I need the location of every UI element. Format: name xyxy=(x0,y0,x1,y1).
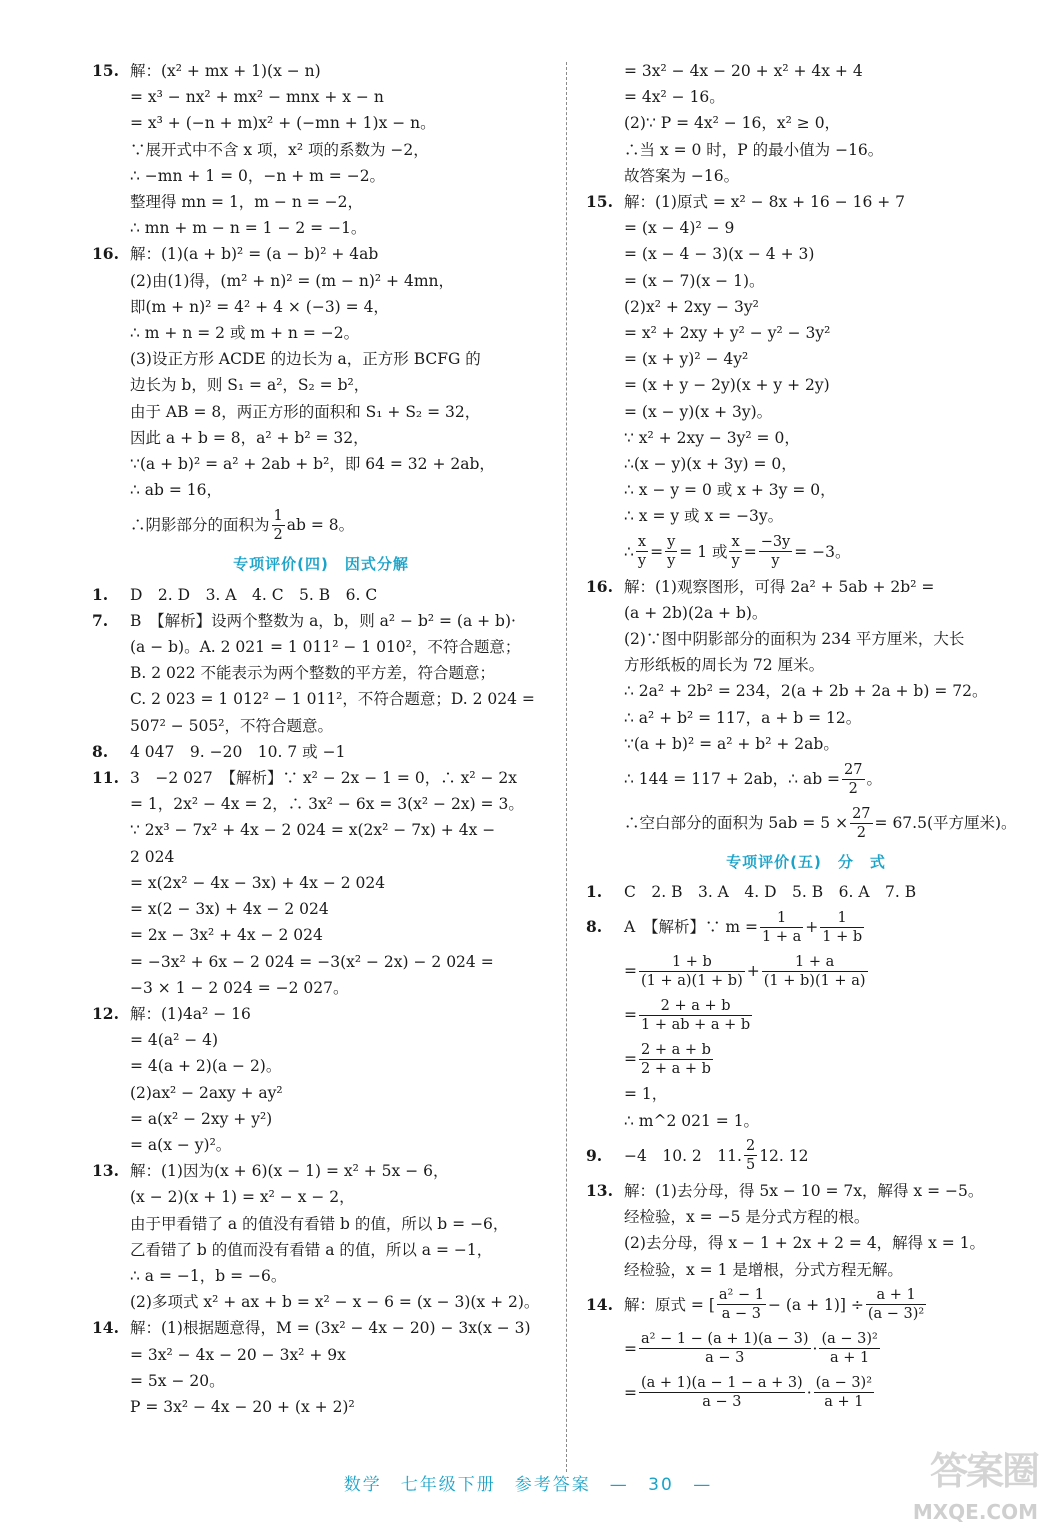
q8-line2 xyxy=(586,949,1026,993)
answer-line xyxy=(586,58,1026,84)
answer-line xyxy=(92,686,550,712)
left-column xyxy=(92,58,550,1420)
line-text: 2 024 xyxy=(130,847,175,866)
answer-line xyxy=(92,949,550,975)
fraction-denominator: y xyxy=(771,553,780,570)
line-text: 故答案为 −16。 xyxy=(624,166,740,185)
line-text: = x³ − nx² + mx² − mnx + x − n xyxy=(130,88,384,107)
line-text: P = 3x² − 4x − 20 + (x + 2)² xyxy=(130,1397,355,1416)
answer-line xyxy=(586,346,1026,372)
line-text: = −3x² + 6x − 2 024 = −3(x² − 2x) − 2 024 = xyxy=(130,952,494,971)
line-text: 。 xyxy=(866,769,883,788)
answer-line xyxy=(92,346,550,372)
page-footer: 数学 七年级下册 参考答案 — 30 — xyxy=(343,1475,713,1495)
answer-line xyxy=(586,163,1026,189)
answer-line xyxy=(586,372,1026,398)
line-text: ∵(a + b)² = a² + 2ab + b²，即 64 = 32 + 2ab， xyxy=(130,455,495,474)
line-text: = 5x − 20。 xyxy=(130,1371,225,1390)
fraction-numerator: (a − 3)² xyxy=(821,1331,878,1348)
fraction-denominator: (1 + b)(1 + a) xyxy=(763,972,866,989)
fraction-denominator: 1 + a xyxy=(761,928,802,945)
answer-line xyxy=(586,425,1026,451)
line-text: − (a + 1)] ÷ xyxy=(767,1295,864,1314)
problem-number: 12. xyxy=(92,1003,119,1023)
problem-line xyxy=(92,582,550,608)
answer-line xyxy=(92,1263,550,1289)
line-text: = x³ + (−n + m)x² + (−mn + 1)x − n。 xyxy=(130,114,436,133)
problem-line xyxy=(92,58,550,84)
answer-line xyxy=(92,372,550,398)
problem-line xyxy=(92,765,550,791)
fraction-numerator: 1 xyxy=(273,507,283,524)
line-text: 由于甲看错了 a 的值没有看错 b 的值，所以 b = −6， xyxy=(130,1214,509,1233)
line-text: (2)由(1)得，(m² + n)² = (m − n)² + 4mn， xyxy=(130,271,455,290)
q9-line xyxy=(586,1134,1026,1178)
fraction-numerator: a² − 1 − (a + 1)(a − 3) xyxy=(641,1331,809,1348)
line-text: (2)x² + 2xy − 3y² xyxy=(624,297,759,316)
line-text: (2)多项式 x² + ax + b = x² − x − 6 = (x − 3)(x + 2)。 xyxy=(130,1293,540,1312)
line-text: ∴ a = −1，b = −6。 xyxy=(130,1266,287,1285)
answer-line xyxy=(586,652,1026,678)
answer-line xyxy=(92,1368,550,1394)
fraction xyxy=(636,533,648,570)
answer-line xyxy=(92,1053,550,1079)
problem-line xyxy=(92,608,550,634)
line-text: (a + 2b)(2a + b)。 xyxy=(624,603,768,622)
shaded-area-line xyxy=(92,503,550,547)
line-text: 即(m + n)² = 4² + 4 × (−3) = 4， xyxy=(130,297,389,316)
fraction xyxy=(850,805,872,842)
fraction-numerator: y xyxy=(667,534,676,551)
line-text: ∴ 144 = 117 + 2ab，∴ ab = xyxy=(624,769,841,788)
fraction xyxy=(842,761,864,798)
problem-line xyxy=(586,189,1026,215)
line-text: −4 10. 2 11. xyxy=(624,1146,742,1165)
fraction xyxy=(819,1330,879,1367)
answer-line xyxy=(586,294,1026,320)
fraction-denominator: a − 3 xyxy=(702,1394,742,1411)
answer-line xyxy=(586,1081,1026,1107)
problem-number: 15. xyxy=(586,192,613,212)
answer-line xyxy=(92,163,550,189)
watermark-url: MXQE.COM xyxy=(912,1500,1038,1524)
answer-line xyxy=(92,399,550,425)
problem-number: 8. xyxy=(92,741,109,761)
answer-line xyxy=(586,678,1026,704)
line-text: 解：(1)原式 = x² − 8x + 16 − 16 + 7 xyxy=(624,193,906,212)
line-text: 解：(x² + mx + 1)(x − n) xyxy=(130,62,321,80)
fraction-numerator: x xyxy=(636,533,648,552)
line-text: = xyxy=(624,962,637,981)
answer-line xyxy=(92,215,550,241)
ab-value-line xyxy=(586,757,1026,801)
line-text: ∴ x − y = 0 或 x + 3y = 0， xyxy=(624,481,836,500)
fraction-numerator: 1 xyxy=(820,909,864,928)
line-text: = 1 或 xyxy=(679,542,728,561)
line-text: ∴ mn + m − n = 1 − 2 = −1。 xyxy=(130,219,367,238)
line-text: = (x + y − 2y)(x + y + 2y) xyxy=(624,376,830,395)
problem-line xyxy=(92,1315,550,1341)
problem-number: 1. xyxy=(586,882,603,902)
answer-line xyxy=(586,241,1026,267)
line-text: = (x − y)(x + 3y)。 xyxy=(624,402,773,421)
line-text: 边长为 b，则 S₁ = a²，S₂ = b²， xyxy=(130,376,370,395)
line-text: = 4x² − 16。 xyxy=(624,88,725,107)
line-text: = 3x² − 4x − 20 − 3x² + 9x xyxy=(130,1345,346,1364)
problem-line xyxy=(92,1001,550,1027)
line-text: = (x − 4)² − 9 xyxy=(624,219,735,238)
line-text: = xyxy=(624,1339,637,1358)
answer-line xyxy=(92,1106,550,1132)
line-text: ∵展开式中不含 x 项，x² 项的系数为 −2， xyxy=(130,140,429,159)
fraction-numerator: −3y xyxy=(760,534,791,551)
line-text: B. 2 022 不能表示为两个整数的平方差，符合题意； xyxy=(130,664,496,683)
line-text: · xyxy=(812,1339,818,1358)
line-text: ∵ x² + 2xy − 3y² = 0， xyxy=(624,428,800,447)
answer-line xyxy=(92,1027,550,1053)
fraction xyxy=(639,1041,713,1078)
answer-line xyxy=(586,1204,1026,1230)
line-text: · xyxy=(806,1383,812,1402)
fraction-numerator: 27 xyxy=(844,761,863,778)
answer-line xyxy=(92,1184,550,1210)
fraction-denominator: y xyxy=(731,553,740,570)
answer-line xyxy=(92,189,550,215)
answer-line xyxy=(92,1211,550,1237)
line-text: 由于 AB = 8，两正方形的面积和 S₁ + S₂ = 32， xyxy=(130,402,481,421)
problem-number: 7. xyxy=(92,610,109,630)
section-heading-5: 专项评价(五) 分 式 xyxy=(726,853,886,872)
answer-line xyxy=(586,215,1026,241)
right-column xyxy=(586,58,1026,1415)
line-text: 解：(1)因为(x + 6)(x − 1) = x² + 5x − 6， xyxy=(130,1162,449,1181)
answer-line xyxy=(92,425,550,451)
fraction xyxy=(639,997,752,1034)
line-text: 解：(1)4a² − 16 xyxy=(130,1004,251,1023)
line-text: = xyxy=(650,542,664,561)
answer-line xyxy=(586,477,1026,503)
line-text: = xyxy=(624,1383,637,1402)
fraction xyxy=(729,533,741,570)
line-text: 经检验，x = −5 是分式方程的根。 xyxy=(624,1208,870,1227)
line-text: 方形纸板的周长为 72 厘米。 xyxy=(624,656,825,675)
answer-line xyxy=(586,1257,1026,1283)
answer-line xyxy=(586,320,1026,346)
line-text: = 1，2x² − 4x = 2，∴ 3x² − 6x = 3(x² − 2x) = 3。 xyxy=(130,795,524,814)
answer-line xyxy=(586,399,1026,425)
fraction-denominator: 2 xyxy=(848,780,858,797)
answer-line xyxy=(586,503,1026,529)
answer-line xyxy=(92,870,550,896)
blank-area-line xyxy=(586,801,1026,845)
fraction-numerator: (a + 1)(a − 1 − a + 3) xyxy=(641,1375,803,1392)
answer-line xyxy=(586,600,1026,626)
fraction xyxy=(272,507,285,544)
problem-number: 15. xyxy=(92,61,119,80)
problem-line xyxy=(92,241,550,267)
q14-line1 xyxy=(586,1283,1026,1327)
answer-line xyxy=(586,705,1026,731)
watermark xyxy=(912,1440,1042,1530)
fraction xyxy=(820,909,864,946)
problem-number: 16. xyxy=(92,244,119,264)
fraction xyxy=(759,533,793,570)
answer-line xyxy=(92,975,550,1001)
line-text: ∴ m^2 021 = 1。 xyxy=(624,1111,760,1130)
answer-line xyxy=(92,84,550,110)
problem-number: 9. xyxy=(586,1145,603,1165)
line-text: (x − 2)(x + 1) = x² − x − 2， xyxy=(130,1188,355,1207)
line-text: C 2. B 3. A 4. D 5. B 6. A 7. B xyxy=(624,883,917,902)
fraction-numerator: 2 + a + b xyxy=(641,1041,711,1058)
line-text: 解：(1)去分母，得 5x − 10 = 7x，解得 x = −5。 xyxy=(624,1181,984,1200)
line-text: A 【解析】∵ m = xyxy=(624,918,758,937)
problem-number: 11. xyxy=(92,768,119,788)
answer-line xyxy=(586,1108,1026,1134)
answer-line xyxy=(586,1230,1026,1256)
line-text: = (x − 7)(x − 1)。 xyxy=(624,271,765,290)
line-text: −3 × 1 − 2 024 = −2 027。 xyxy=(130,978,349,997)
line-text: ab = 8。 xyxy=(286,516,355,535)
line-text: ∴ 2a² + 2b² = 234，2(a + 2b + 2a + b) = 72。 xyxy=(624,682,988,701)
fraction xyxy=(639,1374,805,1411)
fraction-numerator: 2 xyxy=(745,1138,756,1155)
line-text: ∴当 x = 0 时，P 的最小值为 −16。 xyxy=(624,140,884,159)
problem-line xyxy=(92,1158,550,1184)
answer-line xyxy=(92,294,550,320)
line-text: 解：原式 = [ xyxy=(624,1295,715,1314)
answer-line xyxy=(92,896,550,922)
answer-line xyxy=(92,1237,550,1263)
line-text: = a(x² − 2xy + y²) xyxy=(130,1109,273,1128)
line-text: ∴ x = y 或 x = −3y。 xyxy=(624,507,784,526)
fraction-denominator: y xyxy=(667,553,676,570)
fraction-denominator: a + 1 xyxy=(830,1350,870,1367)
problem-line xyxy=(92,739,550,765)
problem-line xyxy=(586,574,1026,600)
q14-line3 xyxy=(586,1371,1026,1415)
line-text: 4 047 9. −20 10. 7 或 −1 xyxy=(130,742,346,761)
fraction xyxy=(639,953,745,990)
line-text: 经检验，x = 1 是增根，分式方程无解。 xyxy=(624,1260,903,1279)
answer-line xyxy=(92,660,550,686)
watermark-logo: 答案圈 xyxy=(929,1449,1038,1493)
problem-line xyxy=(586,1178,1026,1204)
line-text: 整理得 mn = 1，m − n = −2， xyxy=(130,193,364,212)
fraction-numerator: 27 xyxy=(852,805,871,822)
line-text: ∴阴影部分的面积为 xyxy=(130,516,270,535)
problem-number: 16. xyxy=(586,576,613,596)
answer-line xyxy=(92,844,550,870)
line-text: 507² − 505²，不符合题意。 xyxy=(130,716,333,735)
fraction-numerator: 2 + a + b xyxy=(639,997,752,1016)
fraction xyxy=(866,1286,926,1323)
line-text: (2)∵ P = 4x² − 16，x² ≥ 0， xyxy=(624,114,841,133)
line-text: ∵(a + b)² = a² + b² + 2ab。 xyxy=(624,734,839,753)
line-text: ∴(x − y)(x + 3y) = 0， xyxy=(624,455,797,474)
line-text: = a(x − y)²。 xyxy=(130,1135,232,1154)
line-text: 解：(1)观察图形，可得 2a² + 5ab + 2b² = xyxy=(624,577,935,596)
fraction-denominator: 2 + a + b xyxy=(641,1060,711,1077)
problem-number: 13. xyxy=(92,1161,119,1181)
answer-line xyxy=(92,477,550,503)
fraction-denominator: a − 3 xyxy=(721,1306,762,1323)
answer-line xyxy=(586,451,1026,477)
q8-line3 xyxy=(586,993,1026,1037)
section-heading-4: 专项评价(四) 因式分解 xyxy=(233,555,409,574)
answer-line xyxy=(92,922,550,948)
column-divider xyxy=(566,62,567,1472)
q8-line4 xyxy=(586,1037,1026,1081)
line-text: = (x + y)² − 4y² xyxy=(624,350,749,369)
fraction-numerator: x xyxy=(729,533,741,552)
line-text: C. 2 023 = 1 012² − 1 011²，不符合题意；D. 2 024 = xyxy=(130,690,535,709)
problem-number: 1. xyxy=(92,584,109,604)
problem-number: 13. xyxy=(586,1180,613,1200)
line-text: ∴ xyxy=(624,542,634,561)
line-text: (2)去分母，得 x − 1 + 2x + 2 = 4，解得 x = 1。 xyxy=(624,1234,986,1253)
answer-line xyxy=(586,731,1026,757)
line-text: ∴ ab = 16， xyxy=(130,481,223,500)
fraction-denominator: 2 xyxy=(856,824,866,841)
line-text: 因此 a + b = 8，a² + b² = 32， xyxy=(130,428,369,447)
fraction-denominator: 2 xyxy=(273,526,283,543)
answer-line xyxy=(586,84,1026,110)
q8-line1 xyxy=(586,905,1026,949)
fraction-numerator: a + 1 xyxy=(866,1286,926,1305)
fraction-denominator: 1 + b xyxy=(822,928,863,945)
answer-line xyxy=(92,791,550,817)
answer-line xyxy=(586,110,1026,136)
line-text: = xyxy=(624,1050,637,1069)
line-text: 解：(1)根据题意得，M = (3x² − 4x − 20) − 3x(x − 3) xyxy=(130,1319,531,1338)
fraction-numerator: (a − 3)² xyxy=(815,1375,873,1392)
answer-line xyxy=(92,634,550,660)
fraction xyxy=(665,533,677,570)
answer-line xyxy=(92,1132,550,1158)
line-text: (2)ax² − 2axy + ay² xyxy=(130,1083,283,1102)
answer-line xyxy=(92,1289,550,1315)
fraction-numerator: 1 + b xyxy=(639,953,745,972)
line-text: = 2x − 3x² + 4x − 2 024 xyxy=(130,926,323,945)
line-text: ∴ −mn + 1 = 0，−n + m = −2。 xyxy=(130,166,386,185)
fraction xyxy=(639,1330,811,1367)
answer-line xyxy=(92,1342,550,1368)
problem-line xyxy=(586,879,1026,905)
fraction-numerator: 1 xyxy=(760,909,803,928)
line-text: = x² + 2xy + y² − y² − 3y² xyxy=(624,324,831,343)
fraction-denominator: a − 3 xyxy=(705,1350,745,1367)
line-text: + xyxy=(746,962,760,981)
fraction-numerator: 1 + a xyxy=(762,953,868,972)
answer-line xyxy=(92,451,550,477)
line-text: = x(2 − 3x) + 4x − 2 024 xyxy=(130,900,329,919)
line-text: = xyxy=(743,542,757,561)
line-text: ∴ a² + b² = 117，a + b = 12。 xyxy=(624,708,862,727)
answer-line xyxy=(92,1080,550,1106)
fraction-denominator: 1 + ab + a + b xyxy=(641,1016,751,1033)
line-text: 12. 12 xyxy=(759,1146,809,1165)
line-text: 解：(1)(a + b)² = (a − b)² + 4ab xyxy=(130,245,379,264)
line-text: ∴ m + n = 2 或 m + n = −2。 xyxy=(130,324,360,343)
line-text: (a − b)。A. 2 021 = 1 011² − 1 010²，不符合题意； xyxy=(130,638,521,657)
fraction-numerator: a² − 1 xyxy=(718,1287,764,1304)
line-text: = 1， xyxy=(624,1085,668,1104)
ratio-line xyxy=(586,530,1026,574)
line-text: = 3x² − 4x − 20 + x² + 4x + 4 xyxy=(624,62,863,80)
answer-line xyxy=(92,713,550,739)
line-text: = xyxy=(624,1006,637,1025)
line-text: = −3。 xyxy=(794,542,851,561)
fraction xyxy=(760,909,803,946)
line-text: = (x − 4 − 3)(x − 4 + 3) xyxy=(624,245,815,264)
fraction-denominator: (a − 3)² xyxy=(867,1306,925,1323)
answer-line xyxy=(586,626,1026,652)
answer-line xyxy=(92,137,550,163)
line-text: + xyxy=(805,918,819,937)
problem-number: 14. xyxy=(92,1318,119,1338)
answer-line xyxy=(586,268,1026,294)
line-text: = x(2x² − 4x − 3x) + 4x − 2 024 xyxy=(130,873,386,892)
line-text: = 4(a + 2)(a − 2)。 xyxy=(130,1057,282,1076)
fraction xyxy=(717,1286,766,1323)
answer-line xyxy=(586,137,1026,163)
line-text: B 【解析】设两个整数为 a，b，则 a² − b² = (a + b)· xyxy=(130,611,516,630)
line-text: (3)设正方形 ACDE 的边长为 a，正方形 BCFG 的 xyxy=(130,350,481,369)
answer-line xyxy=(92,1394,550,1420)
fraction-denominator: a + 1 xyxy=(824,1394,864,1411)
problem-number: 8. xyxy=(586,917,603,937)
answer-line xyxy=(92,320,550,346)
problem-number: 14. xyxy=(586,1294,613,1314)
fraction-denominator: 5 xyxy=(745,1157,756,1174)
fraction xyxy=(814,1374,874,1411)
line-text: 乙看错了 b 的值而没有看错 a 的值，所以 a = −1， xyxy=(130,1240,493,1259)
line-text: (2)∵图中阴影部分的面积为 234 平方厘米，大长 xyxy=(624,630,965,649)
line-text: ∵ 2x³ − 7x² + 4x − 2 024 = x(2x² − 7x) + 4x − xyxy=(130,821,496,840)
fraction-denominator: y xyxy=(637,553,647,570)
line-text: 3 −2 027 【解析】∵ x² − 2x − 1 = 0，∴ x² − 2x xyxy=(130,769,518,788)
line-text: D 2. D 3. A 4. C 5. B 6. C xyxy=(130,585,378,604)
line-text: = 4(a² − 4) xyxy=(130,1031,219,1050)
fraction xyxy=(744,1137,757,1174)
answer-line xyxy=(92,110,550,136)
q14-line2 xyxy=(586,1327,1026,1371)
line-text: ∴空白部分的面积为 5ab = 5 × xyxy=(624,813,849,832)
answer-line xyxy=(92,268,550,294)
fraction xyxy=(762,953,868,990)
line-text: = 67.5(平方厘米)。 xyxy=(874,813,1017,832)
fraction-denominator: (1 + a)(1 + b) xyxy=(641,972,743,989)
answer-line xyxy=(92,817,550,843)
